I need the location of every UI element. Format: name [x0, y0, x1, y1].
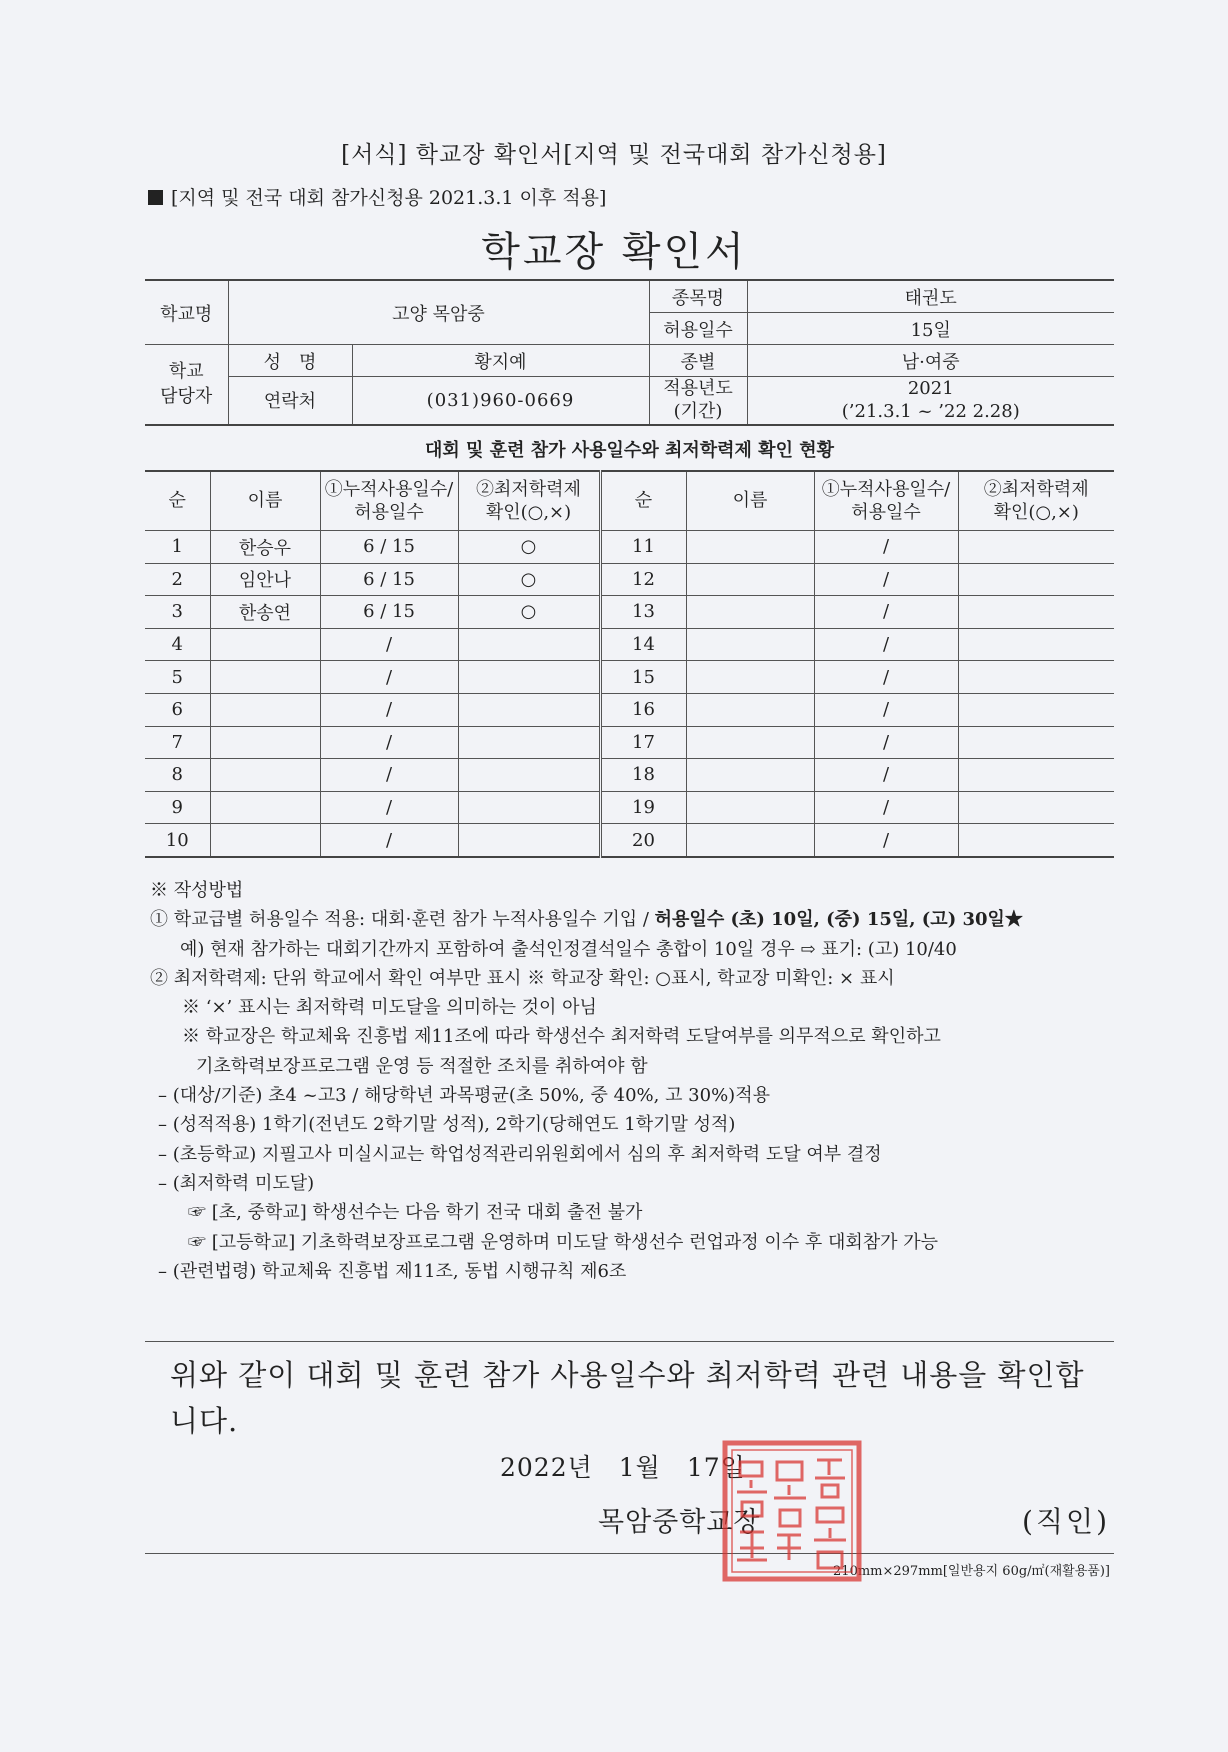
participant-table-body: [145, 471, 1114, 857]
manager-label: 학교 담당자: [145, 345, 228, 425]
header-no: 순: [145, 471, 210, 531]
main-title: 학교장 확인서: [481, 229, 747, 275]
row-no: 6: [145, 693, 210, 726]
table-row: [145, 596, 1114, 629]
note-9: – (초등학교) 지필고사 미실시교는 학업성적관리위원회에서 심의 후 최저학력 도달 여부 결정: [158, 1143, 882, 1165]
row-check: [458, 693, 600, 726]
paper-spec: 210mm×297mm[일반용지 60g/㎡(재활용품)]: [833, 1564, 1110, 1579]
allowed-days-label: 허용일수: [649, 313, 747, 345]
subtitle: [148, 183, 606, 210]
manager-name: 황지예: [352, 345, 649, 377]
seal-note: (직인): [1022, 1505, 1110, 1538]
table-row: [145, 661, 1114, 694]
row-no-2: 17: [600, 726, 686, 759]
header-name: 이름: [210, 471, 320, 531]
table-row: [145, 726, 1114, 759]
row-check-2: [958, 596, 1114, 629]
row-check: [458, 824, 600, 857]
row-check-2: [958, 531, 1114, 564]
row-name: [210, 759, 320, 792]
issue-date: 2022년 1월 17일: [500, 1453, 746, 1482]
row-name: [210, 824, 320, 857]
row-check: ○: [458, 531, 600, 564]
year-label: 적용년도 (기간): [649, 377, 747, 425]
note-12: ☞ [고등학교] 기초학력보장프로그램 운영하며 미도달 학생선수 런업과정 이수 후 대회참가 가능: [188, 1231, 939, 1253]
row-name: [210, 661, 320, 694]
header-no-2: 순: [600, 471, 686, 531]
row-name-2: [686, 531, 814, 564]
allowed-days-value: 15일: [747, 313, 1114, 345]
table-row: [145, 759, 1114, 792]
row-days: 6 / 15: [320, 531, 458, 564]
row-no: 2: [145, 563, 210, 596]
row-no: 10: [145, 824, 210, 857]
row-name-2: [686, 661, 814, 694]
principal-name: 목암중학교장: [598, 1507, 761, 1538]
row-days-2: /: [814, 661, 958, 694]
table-row: [145, 693, 1114, 726]
row-name-2: [686, 759, 814, 792]
row-no-2: 15: [600, 661, 686, 694]
row-check: ○: [458, 596, 600, 629]
event-value: 태권도: [747, 280, 1114, 313]
row-days-2: /: [814, 824, 958, 857]
header-name-2: 이름: [686, 471, 814, 531]
row-days-2: /: [814, 791, 958, 824]
header-check-2: ②최저학력제 확인(○,×): [958, 471, 1114, 531]
subtitle-text: [지역 및 전국 대회 참가신청용 2021.3.1 이후 적용]: [171, 187, 607, 209]
row-days-2: /: [814, 596, 958, 629]
contact-label: 연락처: [228, 377, 352, 425]
divider-top: [145, 1341, 1114, 1342]
row-name: 임안나: [210, 563, 320, 596]
row-name: 한송연: [210, 596, 320, 629]
year-cell: [747, 377, 1114, 425]
row-name: 한승우: [210, 531, 320, 564]
row-name-2: [686, 563, 814, 596]
row-no: 7: [145, 726, 210, 759]
notes-heading: ※ 작성방법: [150, 880, 244, 901]
square-bullet-icon: [148, 190, 163, 205]
row-name: [210, 628, 320, 661]
row-days-2: /: [814, 693, 958, 726]
school-name: 고양 목암중: [228, 280, 649, 345]
participant-table: [145, 470, 1114, 858]
row-check-2: [958, 824, 1114, 857]
row-check-2: [958, 693, 1114, 726]
note-3: ② 최저학력제: 단위 학교에서 확인 여부만 표시 ※ 학교장 확인: ○표시, 학교장 미확인: × 표시: [150, 967, 895, 989]
row-no-2: 16: [600, 693, 686, 726]
row-check-2: [958, 726, 1114, 759]
table-row: [145, 791, 1114, 824]
row-no: 3: [145, 596, 210, 629]
divider-bottom: [145, 1553, 1114, 1554]
row-name: [210, 791, 320, 824]
row-check: [458, 759, 600, 792]
seal-glyphs: [737, 1460, 846, 1568]
row-no-2: 12: [600, 563, 686, 596]
row-check-2: [958, 661, 1114, 694]
row-name-2: [686, 726, 814, 759]
row-check-2: [958, 759, 1114, 792]
row-no: 1: [145, 531, 210, 564]
note-4: ※ ‘×’ 표시는 최저학력 미도달을 의미하는 것이 아님: [182, 997, 597, 1019]
row-name-2: [686, 596, 814, 629]
row-days: /: [320, 661, 458, 694]
row-no: 4: [145, 628, 210, 661]
row-no-2: 13: [600, 596, 686, 629]
row-days: /: [320, 693, 458, 726]
row-name-2: [686, 791, 814, 824]
event-label: 종목명: [649, 280, 747, 313]
note-10: – (최저학력 미도달): [158, 1172, 315, 1194]
note-7: – (대상/기준) 초4 ~고3 / 해당학년 과목평균(초 50%, 중 40%, 고 30%)적용: [158, 1085, 770, 1107]
contact-value: (031)960-0669: [352, 377, 649, 425]
header-days-2: ①누적사용일수/ 허용일수: [814, 471, 958, 531]
row-no-2: 19: [600, 791, 686, 824]
list-section-title: 대회 및 훈련 참가 사용일수와 최저학력제 확인 현황: [424, 440, 834, 461]
row-check-2: [958, 791, 1114, 824]
row-check: [458, 791, 600, 824]
row-no: 5: [145, 661, 210, 694]
school-name-label: 학교명: [145, 280, 228, 345]
row-days-2: /: [814, 531, 958, 564]
table-row: [145, 531, 1114, 564]
note-1-text: ① 학교급별 허용일수 적용: 대회·훈련 참가 누적사용일수 기입 /: [150, 909, 655, 931]
row-check: [458, 628, 600, 661]
row-check: [458, 726, 600, 759]
name-label: 성 명: [228, 345, 352, 377]
note-11: ☞ [초, 중학교] 학생선수는 다음 학기 전국 대회 출전 불가: [188, 1202, 643, 1224]
gender-label: 종별: [649, 345, 747, 377]
row-check: ○: [458, 563, 600, 596]
row-no: 8: [145, 759, 210, 792]
table-header-row: [145, 471, 1114, 531]
note-1-bold: 허용일수 (초) 10일, (중) 15일, (고) 30일★: [654, 909, 1023, 931]
row-name: [210, 726, 320, 759]
period-value: (’21.3.1 ~ ’22 2.28): [841, 401, 1020, 423]
note-1: [150, 905, 1120, 934]
table-row: [145, 563, 1114, 596]
note-8: – (성적적용) 1학기(전년도 2학기말 성적), 2학기(당해연도 1학기말 성적): [158, 1114, 736, 1136]
note-6: 기초학력보장프로그램 운영 등 적절한 조치를 취하여야 함: [196, 1055, 648, 1077]
row-days: 6 / 15: [320, 563, 458, 596]
table-row: [145, 824, 1114, 857]
row-days: /: [320, 791, 458, 824]
row-name: [210, 693, 320, 726]
row-days-2: /: [814, 726, 958, 759]
form-title: [서식] 학교장 확인서[지역 및 전국대회 참가신청용]: [341, 142, 887, 168]
row-days-2: /: [814, 628, 958, 661]
row-days-2: /: [814, 759, 958, 792]
table-row: [145, 628, 1114, 661]
writing-guide: [150, 876, 1120, 1286]
note-13: – (관련법령) 학교체육 진흥법 제11조, 동법 시행규칙 제6조: [158, 1260, 627, 1282]
row-name-2: [686, 628, 814, 661]
row-days: /: [320, 759, 458, 792]
row-name-2: [686, 693, 814, 726]
confirm-statement: 위와 같이 대회 및 훈련 참가 사용일수와 최저학력 관련 내용을 확인합니다.: [170, 1358, 1085, 1438]
row-check-2: [958, 563, 1114, 596]
row-check: [458, 661, 600, 694]
row-check-2: [958, 628, 1114, 661]
official-seal-stamp: [722, 1440, 862, 1582]
row-no: 9: [145, 791, 210, 824]
row-no-2: 20: [600, 824, 686, 857]
header-days: ①누적사용일수/ 허용일수: [320, 471, 458, 531]
row-days: 6 / 15: [320, 596, 458, 629]
row-no-2: 11: [600, 531, 686, 564]
header-check: ②최저학력제 확인(○,×): [458, 471, 600, 531]
row-no-2: 18: [600, 759, 686, 792]
info-table: [145, 279, 1114, 426]
row-days: /: [320, 824, 458, 857]
note-2: 예) 현재 참가하는 대회기간까지 포함하여 출석인정결석일수 총합이 10일 경우 ⇨ 표기: (고) 10/40: [180, 938, 957, 960]
row-name-2: [686, 824, 814, 857]
row-days: /: [320, 726, 458, 759]
gender-value: 남·여중: [747, 345, 1114, 377]
row-days-2: /: [814, 563, 958, 596]
row-no-2: 14: [600, 628, 686, 661]
year-value: 2021: [907, 378, 954, 399]
note-5: ※ 학교장은 학교체육 진흥법 제11조에 따라 학생선수 최저학력 도달여부를 의무적으로 확인하고: [182, 1026, 941, 1048]
row-days: /: [320, 628, 458, 661]
